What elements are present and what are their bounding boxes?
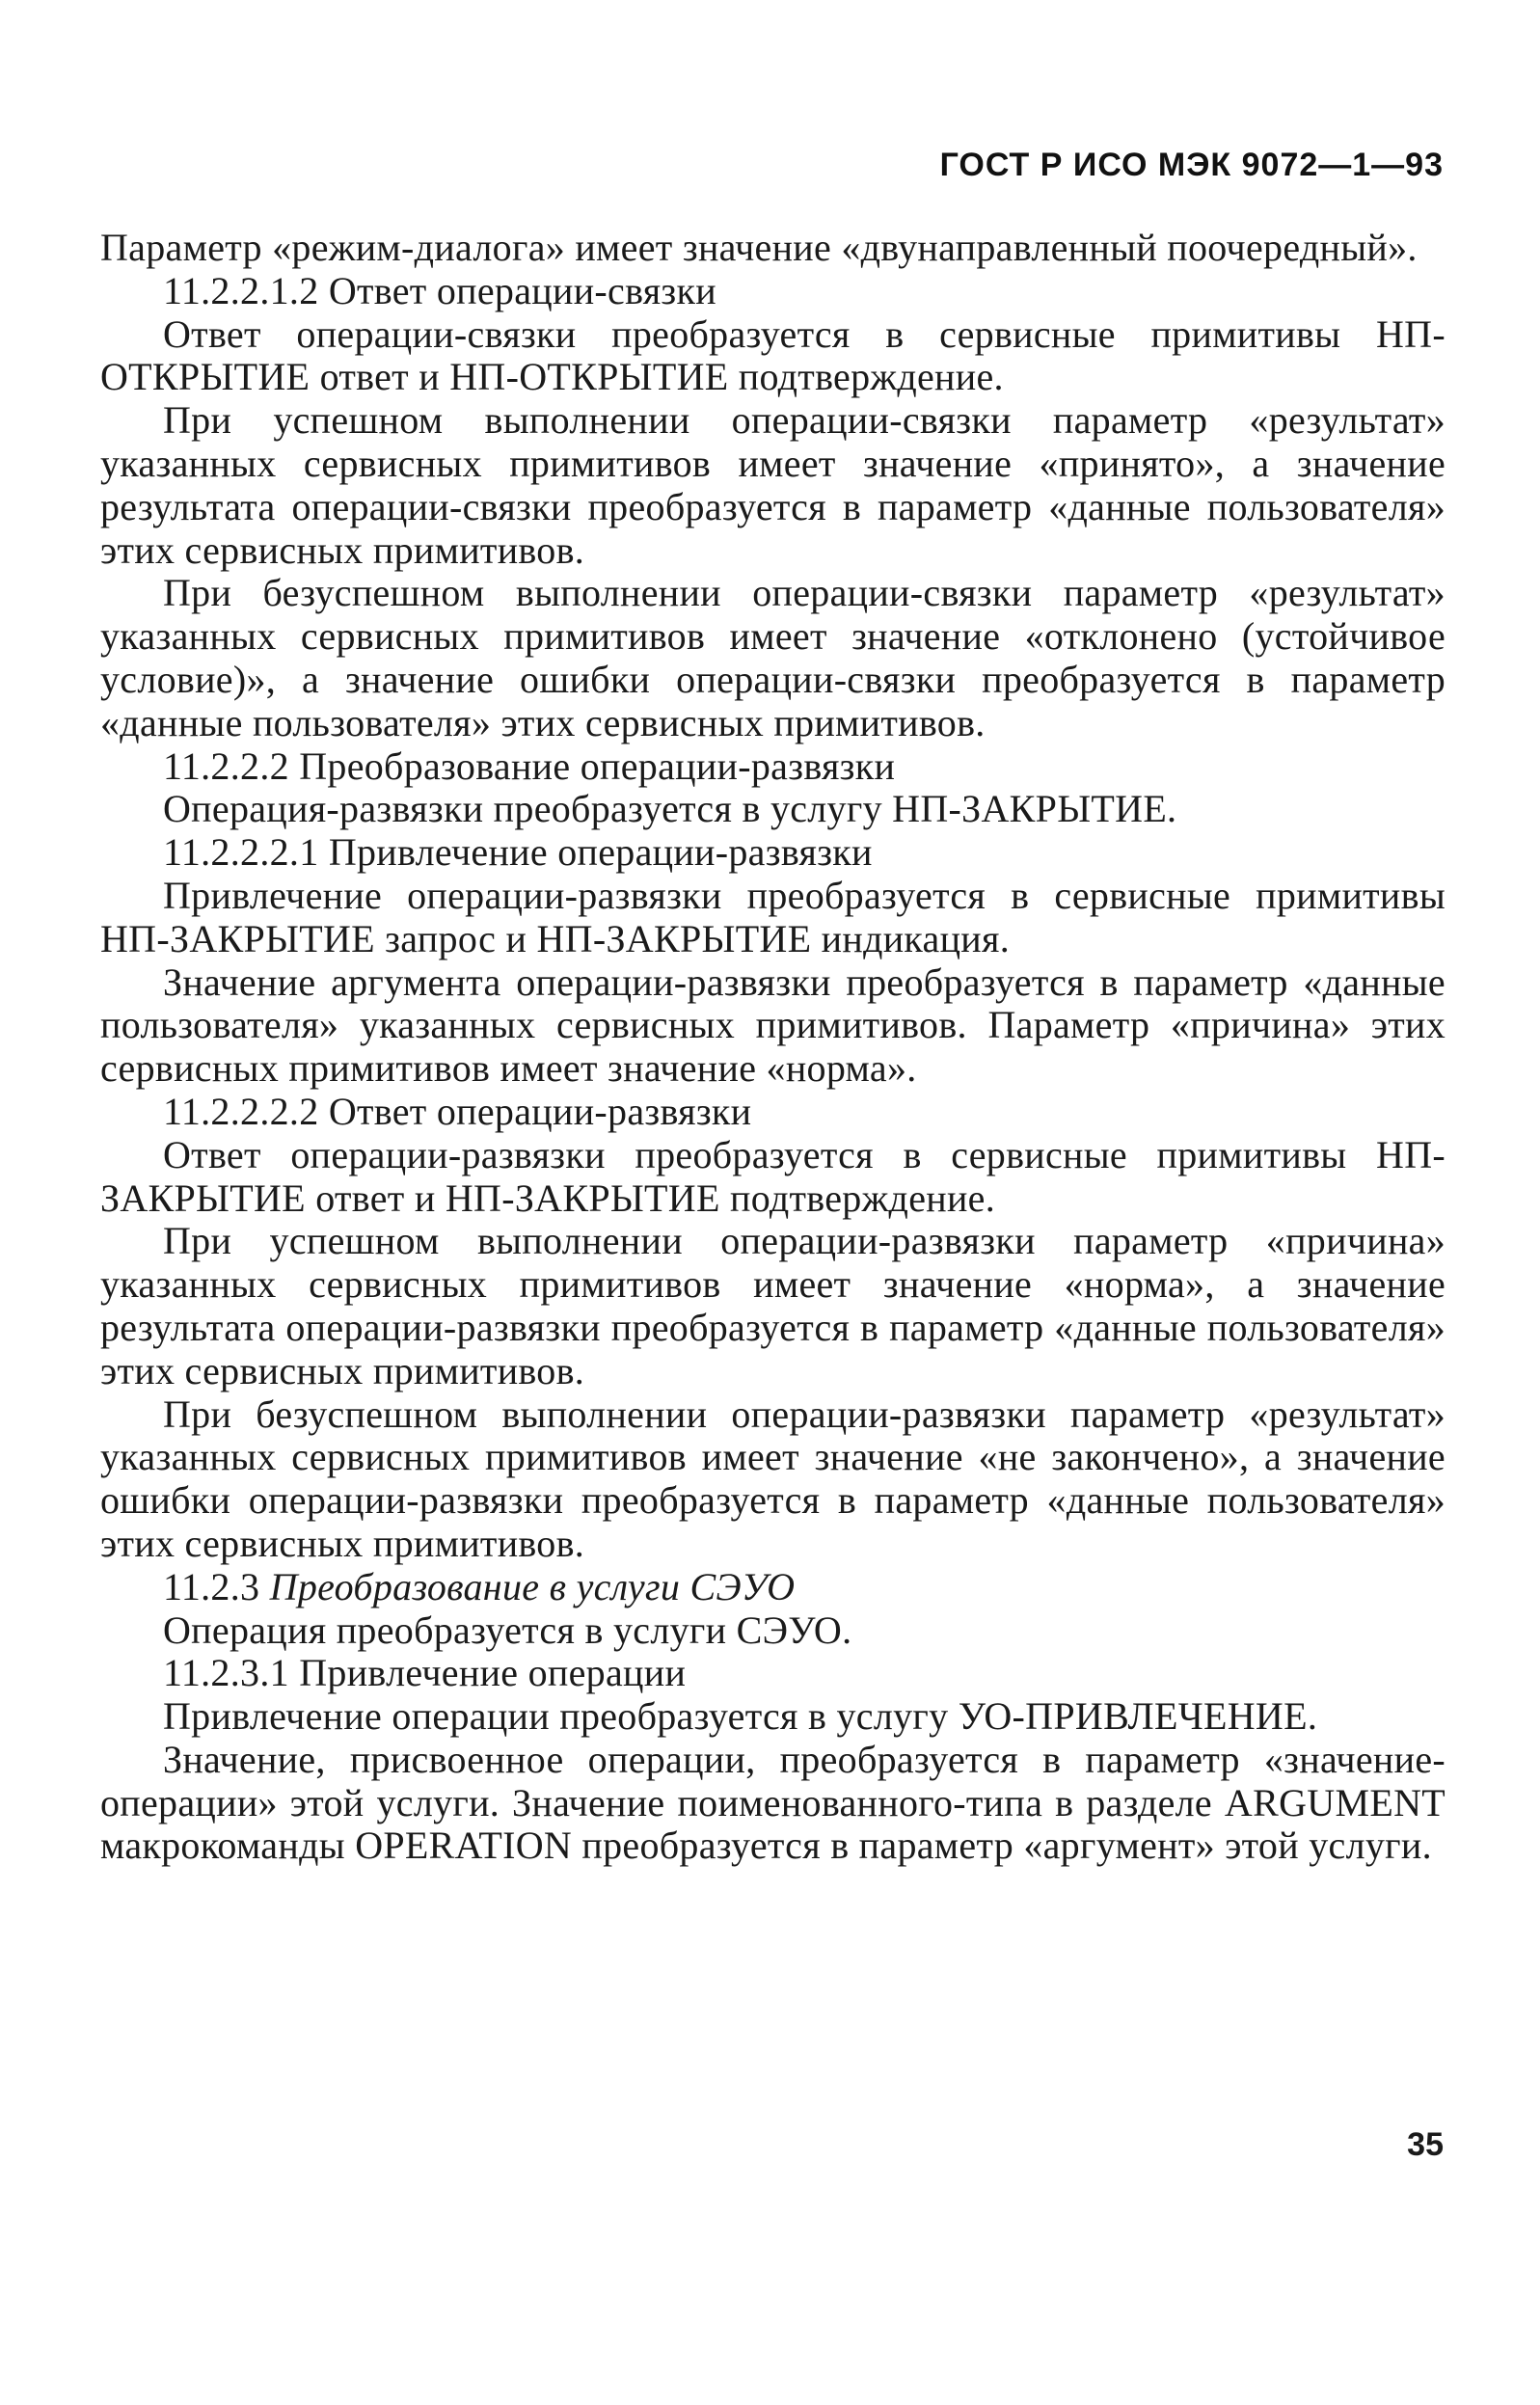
paragraph-unbind-invoke: Привлечение операции-развязки преобразуется в сервисные примитивы НП-ЗАКРЫТИЕ запрос и НП-ЗАКРЫТИЕ индикация. [100,873,1445,960]
page-number: 35 [1407,2126,1444,2163]
paragraph-rose-mapping: Операция преобразуется в услуги СЭУО. [163,1608,852,1652]
standard-header: ГОСТ Р ИСО МЭК 9072—1—93 [939,147,1444,183]
paragraph-unbind-argument: Значение аргумента операции-развязки преобразуется в параметр «данные пользователя» указанных сервисных примитивов. Параметр «причина» этих сервисных примитивов имеет значение «норма». [100,959,1445,1091]
heading-11-2-2-2: 11.2.2.2 Преобразование операции-развязки [163,743,896,788]
paragraph-unbind-response: Ответ операции-развязки преобразуется в сервисные примитивы НП-ЗАКРЫТИЕ ответ и НП-ЗАКРЫТИЕ подтверждение. [100,1132,1445,1220]
paragraph-unbind-failure: При безуспешном выполнении операции-развязки параметр «результат» указанных сервисных примитивов имеет значение «не закончено», а значение ошибки операции-развязки преобразуется в параметр «данные пользователя» этих сервисных примитивов. [100,1392,1445,1565]
heading-11-2-2-1-2: 11.2.2.1.2 Ответ операции-связки [163,268,716,312]
paragraph-bind-response: Ответ операции-связки преобразуется в сервисные примитивы НП-ОТКРЫТИЕ ответ и НП-ОТКРЫТИЕ подтверждение. [100,311,1445,399]
heading-11-2-3 [100,1566,1445,1609]
heading-11-2-2-2-2: 11.2.2.2.2 Ответ операции-развязки [163,1089,752,1133]
paragraph-dialog-mode: Параметр «режим-диалога» имеет значение «двунаправленный поочередный». [100,226,1418,269]
paragraph-bind-success: При успешном выполнении операции-связки параметр «результат» указанных сервисных примитивов имеет значение «принято», а значение результата операции-связки преобразуется в параметр «данные пользователя» этих сервисных примитивов. [100,398,1445,572]
paragraph-operation-value: Значение, присвоенное операции, преобразуется в параметр «значение-операции» этой услуги. Значение поименованного-типа в разделе ARGUMENT макрокоманды OPERATION преобразуется в параметр «аргумент» этой услуги. [100,1737,1445,1868]
paragraph-bind-failure: При безуспешном выполнении операции-связки параметр «результат» указанных сервисных примитивов имеет значение «отклонено (устойчивое условие)», а значение ошибки операции-связки преобразуется в параметр «данные пользователя» этих сервисных примитивов. [100,571,1445,744]
heading-11-2-2-2-1: 11.2.2.2.1 Привлечение операции-развязки [163,830,873,875]
heading-11-2-3-1: 11.2.3.1 Привлечение операции [163,1651,687,1695]
paragraph-operation-invoke: Привлечение операции преобразуется в услугу УО-ПРИВЛЕЧЕНИЕ. [163,1694,1318,1739]
paragraph-unbind-success: При успешном выполнении операции-развязки параметр «причина» указанных сервисных примитивов имеет значение «норма», а значение результата операции-развязки преобразуется в параметр «данные пользователя» этих сервисных примитивов. [100,1219,1445,1392]
page-body [100,227,1445,1868]
heading-11-2-3-title: Преобразование в услуги СЭУО [269,1564,796,1608]
heading-11-2-3-number: 11.2.3 [163,1564,260,1608]
paragraph-unbind-mapping: Операция-развязки преобразуется в услугу НП-ЗАКРЫТИЕ. [163,787,1177,831]
